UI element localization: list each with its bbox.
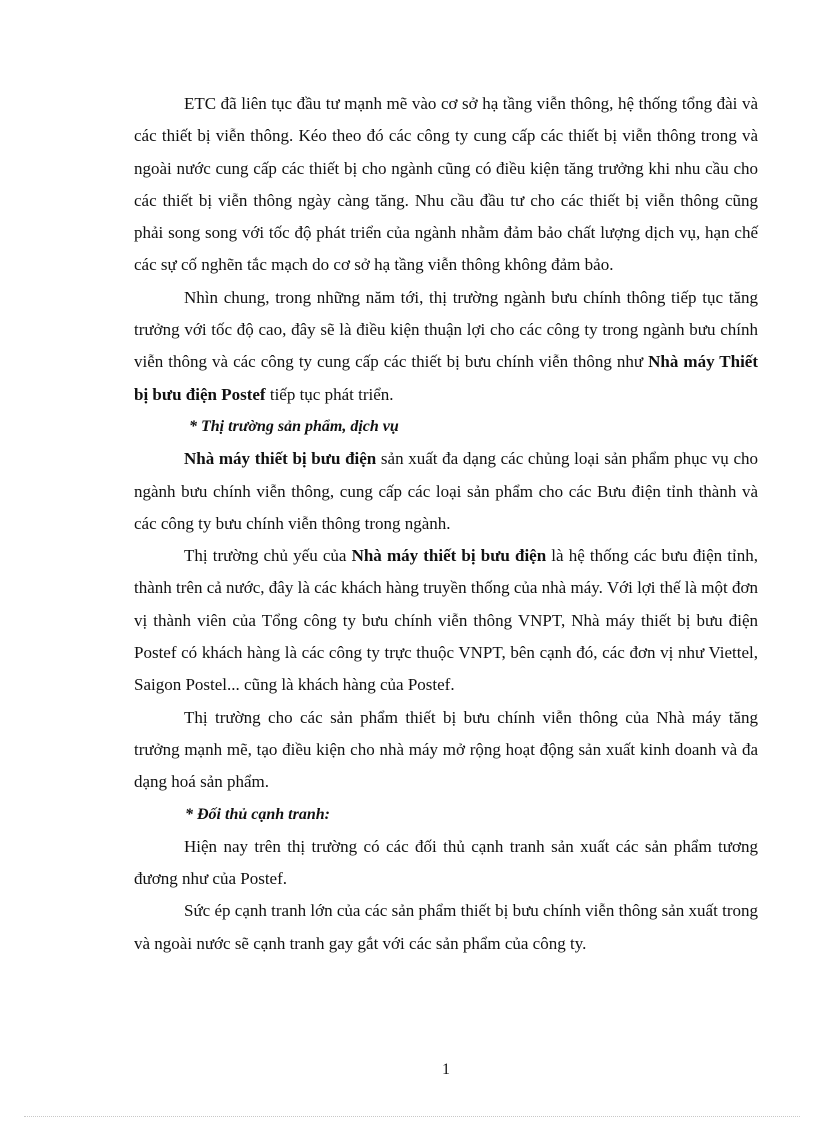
section-heading-competitors: * Đối thủ cạnh tranh: <box>185 805 330 823</box>
document-body <box>134 88 758 960</box>
bold-company-name: Nhà máy thiết bị bưu điện <box>351 546 547 566</box>
paragraph-competitors: Hiện nay trên thị trường có các đối thủ cạnh tranh sản xuất các sản phẩm tương đương như của Postef. <box>134 836 758 889</box>
paragraph-text: tiếp tục phát triển. <box>265 384 394 404</box>
paragraph-text: Nhìn chung, trong những năm tới, thị trường ngành bưu chính thông tiếp tục tăng trưởng với tốc độ cao, đây sẽ là điều kiện thuận lợi cho các công ty trong ngành bưu chính viễn thông và các công ty cung cấp các thiết bị bưu chính viễn thông như <box>134 287 758 372</box>
paragraph-main-market <box>134 540 758 701</box>
paragraph-market-outlook <box>134 282 758 411</box>
paragraph-text: là hệ thống các bưu điện tỉnh, thành trên cả nước, đây là các khách hàng truyền thống của nhà máy. Với lợi thế là một đơn vị thành viên của Tổng công ty bưu chính viễn thông VNPT, Nhà máy thiết bị bưu điện Postef có khách hàng là các công ty trực thuộc VNPT, bên cạnh đó, các đơn vị như Viettel, Saigon Postel... cũng là khách hàng của Postef. <box>134 546 758 695</box>
paragraph-competitive-pressure: Sức ép cạnh tranh lớn của các sản phẩm thiết bị bưu chính viễn thông sản xuất trong và ngoài nước sẽ cạnh tranh gay gắt với các sản phẩm của công ty. <box>134 901 758 953</box>
bold-company-name: Nhà máy thiết bị bưu điện <box>184 449 377 469</box>
paragraph-text: Thị trường chủ yếu của <box>184 546 352 566</box>
section-heading-products-market: * Thị trường sản phẩm, dịch vụ <box>189 417 399 435</box>
bold-company-name: Nhà máy Thiết bị bưu điện Postef <box>134 352 759 404</box>
paragraph-etc-investment: ETC đã liên tục đầu tư mạnh mẽ vào cơ sở hạ tầng viễn thông, hệ thống tổng đài và các thiết bị viễn thông. Kéo theo đó các công ty cung cấp các thiết bị viễn thông trong và ngoài nước cung cấp các thiết bị cho ngành cũng có điều kiện tăng trưởng khi nhu cầu cho các thiết bị viễn thông ngày càng tăng. Nhu cầu đầu tư cho các thiết bị viễn thông cũng phải song song với tốc độ phát triển của ngành nhằm đảm bảo chất lượng dịch vụ, hạn chế các sự cố nghẽn tắc mạch do cơ sở hạ tầng viễn thông không đảm bảo. <box>134 94 758 275</box>
paragraph-market-growth: Thị trường cho các sản phẩm thiết bị bưu chính viễn thông của Nhà máy tăng trưởng mạnh mẽ, tạo điều kiện cho nhà máy mở rộng hoạt động sản xuất kinh doanh và đa dạng hoá sản phẩm. <box>134 707 758 792</box>
paragraph-factory-products <box>134 443 758 540</box>
page-number: 1 <box>442 1061 450 1078</box>
paragraph-text: sản xuất đa dạng các chủng loại sản phẩm phục vụ cho ngành bưu chính viễn thông, cung cấp các loại sản phẩm cho các Bưu điện tỉnh thành và các công ty bưu chính viễn thông trong ngành. <box>134 449 758 533</box>
page-bottom-divider <box>24 1116 800 1117</box>
